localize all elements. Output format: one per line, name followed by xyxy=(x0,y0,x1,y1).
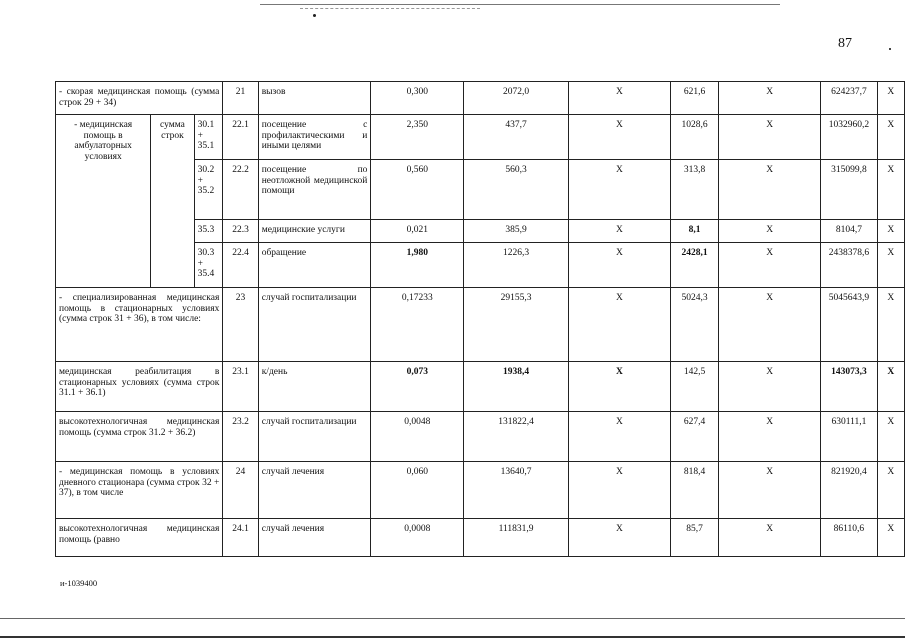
total-cell: 86110,6 xyxy=(821,519,877,557)
norm-cell: 2,350 xyxy=(371,115,464,160)
percap-cell: 8,1 xyxy=(670,220,718,243)
cost-cell: 111831,9 xyxy=(464,519,569,557)
percap-cell: 621,6 xyxy=(670,82,718,115)
percap-cell: 2428,1 xyxy=(670,243,718,288)
unit-cell: посещение по неотложной медицинской помощи xyxy=(258,160,371,220)
percap-cell: 5024,3 xyxy=(670,288,718,362)
x-cell: Х xyxy=(719,160,821,220)
x-cell: Х xyxy=(568,115,670,160)
x-cell: Х xyxy=(877,115,904,160)
scan-speck-margin xyxy=(889,48,891,50)
x-cell: Х xyxy=(568,220,670,243)
x-cell: Х xyxy=(877,519,904,557)
x-cell: Х xyxy=(719,82,821,115)
row-label: высокотехнологичная медицинская помощь (сумма строк 31.2 + 36.2) xyxy=(56,412,223,462)
row-number: 23.1 xyxy=(223,362,258,412)
row-number: 22.4 xyxy=(223,243,258,288)
cost-cell: 13640,7 xyxy=(464,462,569,519)
x-cell: Х xyxy=(719,462,821,519)
total-cell: 8104,7 xyxy=(821,220,877,243)
total-cell: 630111,1 xyxy=(821,412,877,462)
x-cell: Х xyxy=(877,82,904,115)
norm-cell: 0,073 xyxy=(371,362,464,412)
scan-top-rule-dashed xyxy=(300,8,480,9)
unit-cell: медицинские услуги xyxy=(258,220,371,243)
scan-bottom-rule xyxy=(0,618,905,619)
x-cell: Х xyxy=(568,519,670,557)
total-cell: 2438378,6 xyxy=(821,243,877,288)
norm-cell: 0,0008 xyxy=(371,519,464,557)
document-code: и-1039400 xyxy=(60,578,98,588)
norm-cell: 0,021 xyxy=(371,220,464,243)
x-cell: Х xyxy=(877,412,904,462)
source-rows: 30.3 + 35.4 xyxy=(194,243,223,288)
x-cell: Х xyxy=(877,243,904,288)
total-cell: 143073,3 xyxy=(821,362,877,412)
x-cell: Х xyxy=(568,362,670,412)
x-cell: Х xyxy=(719,362,821,412)
table-row-21 xyxy=(56,82,905,115)
row-label: высокотехнологичная медицинская помощь (равно xyxy=(56,519,223,557)
row-label: медицинская реабилитация в стационарных условиях (сумма строк 31.1 + 36.1) xyxy=(56,362,223,412)
unit-cell: посещение с профилактическими и иными целями xyxy=(258,115,371,160)
percap-cell: 85,7 xyxy=(670,519,718,557)
x-cell: Х xyxy=(568,288,670,362)
source-rows: 30.1 + 35.1 xyxy=(194,115,223,160)
x-cell: Х xyxy=(568,412,670,462)
x-cell: Х xyxy=(719,243,821,288)
table-row-24 xyxy=(56,462,905,519)
source-rows: 35.3 xyxy=(194,220,223,243)
norm-cell: 0,300 xyxy=(371,82,464,115)
total-cell: 821920,4 xyxy=(821,462,877,519)
cost-cell: 131822,4 xyxy=(464,412,569,462)
norm-cell: 0,17233 xyxy=(371,288,464,362)
unit-cell: вызов xyxy=(258,82,371,115)
row-number: 22.1 xyxy=(223,115,258,160)
x-cell: Х xyxy=(719,288,821,362)
row-label: - медицинская помощь в условиях дневного стационара (сумма строк 32 + 37), в том числе xyxy=(56,462,223,519)
percap-cell: 313,8 xyxy=(670,160,718,220)
cost-cell: 1938,4 xyxy=(464,362,569,412)
row-number: 24 xyxy=(223,462,258,519)
norm-cell: 0,560 xyxy=(371,160,464,220)
x-cell: Х xyxy=(719,115,821,160)
x-cell: Х xyxy=(877,220,904,243)
scan-bottom-edge xyxy=(0,636,905,638)
percap-cell: 627,4 xyxy=(670,412,718,462)
x-cell: Х xyxy=(719,519,821,557)
x-cell: Х xyxy=(568,160,670,220)
row-number: 21 xyxy=(223,82,258,115)
cost-cell: 1226,3 xyxy=(464,243,569,288)
total-cell: 5045643,9 xyxy=(821,288,877,362)
table-row-22-1 xyxy=(56,115,905,160)
unit-cell: к/день xyxy=(258,362,371,412)
row-number: 22.3 xyxy=(223,220,258,243)
row-number: 23.2 xyxy=(223,412,258,462)
total-cell: 315099,8 xyxy=(821,160,877,220)
unit-cell: случай госпитализации xyxy=(258,412,371,462)
cost-cell: 437,7 xyxy=(464,115,569,160)
table-row-23-2 xyxy=(56,412,905,462)
percap-cell: 142,5 xyxy=(670,362,718,412)
total-cell: 1032960,2 xyxy=(821,115,877,160)
cost-cell: 385,9 xyxy=(464,220,569,243)
tariff-table xyxy=(55,81,905,557)
cost-cell: 560,3 xyxy=(464,160,569,220)
unit-cell: случай лечения xyxy=(258,519,371,557)
scan-top-rule xyxy=(260,4,780,5)
row-number: 23 xyxy=(223,288,258,362)
page-number: 87 xyxy=(838,36,852,51)
cost-cell: 2072,0 xyxy=(464,82,569,115)
source-rows: 30.2 + 35.2 xyxy=(194,160,223,220)
x-cell: Х xyxy=(568,243,670,288)
x-cell: Х xyxy=(719,220,821,243)
percap-cell: 818,4 xyxy=(670,462,718,519)
row-label: - специализированная медицинская помощь в стационарных условиях (сумма строк 31 + 36), в том числе: xyxy=(56,288,223,362)
row-number: 24.1 xyxy=(223,519,258,557)
unit-cell: случай госпитализации xyxy=(258,288,371,362)
cost-cell: 29155,3 xyxy=(464,288,569,362)
percap-cell: 1028,6 xyxy=(670,115,718,160)
x-cell: Х xyxy=(568,82,670,115)
sum-of-rows-label: сумма строк xyxy=(151,115,194,288)
x-cell: Х xyxy=(877,160,904,220)
ambulatory-label: - медицинская помощь в амбулаторных условиях xyxy=(56,115,151,288)
row-number: 22.2 xyxy=(223,160,258,220)
table-row-24-1 xyxy=(56,519,905,557)
total-cell: 624237,7 xyxy=(821,82,877,115)
x-cell: Х xyxy=(877,462,904,519)
x-cell: Х xyxy=(719,412,821,462)
scan-speck xyxy=(313,14,316,17)
table-row-23 xyxy=(56,288,905,362)
table-row-23-1 xyxy=(56,362,905,412)
unit-cell: случай лечения xyxy=(258,462,371,519)
norm-cell: 0,0048 xyxy=(371,412,464,462)
norm-cell: 0,060 xyxy=(371,462,464,519)
row-label: - скорая медицинская помощь (сумма строк 29 + 34) xyxy=(56,82,223,115)
x-cell: Х xyxy=(877,288,904,362)
norm-cell: 1,980 xyxy=(371,243,464,288)
unit-cell: обращение xyxy=(258,243,371,288)
x-cell: Х xyxy=(877,362,904,412)
x-cell: Х xyxy=(568,462,670,519)
